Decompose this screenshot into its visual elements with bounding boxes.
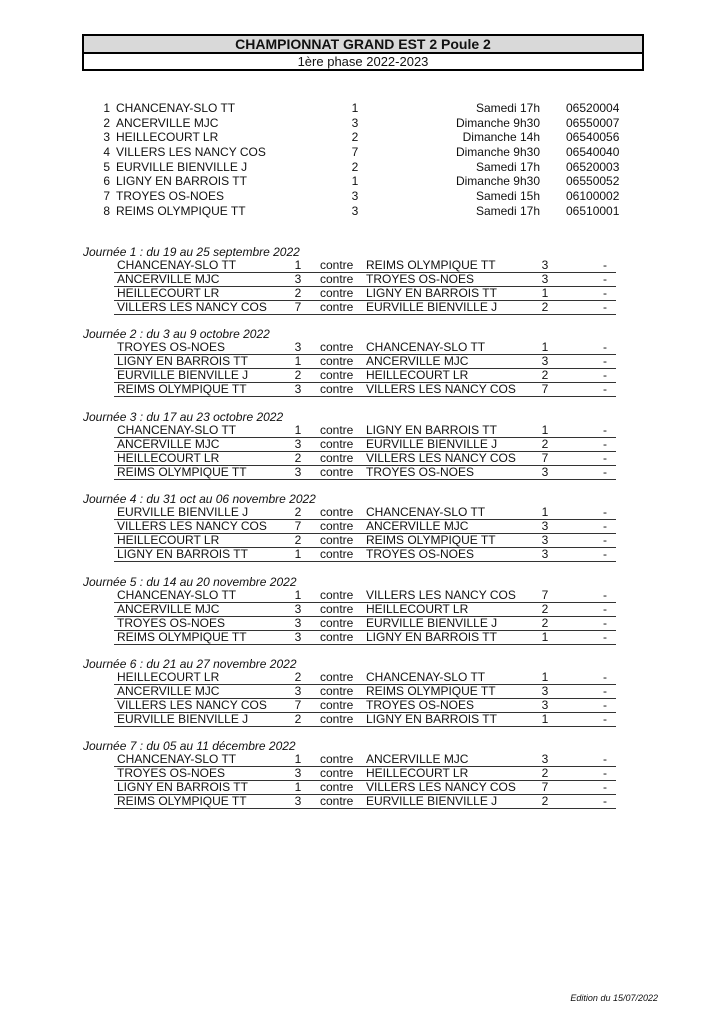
- away-group: 3: [541, 547, 549, 562]
- match-result: -: [603, 382, 607, 397]
- team-row: [0, 116, 724, 131]
- match-result: -: [603, 711, 607, 726]
- team-code: 06100002: [566, 189, 620, 204]
- versus-label: contre: [320, 683, 354, 698]
- home-team: CHANCENAY-SLO TT: [117, 422, 237, 437]
- home-team: VILLERS LES NANCY COS: [117, 300, 267, 314]
- versus-label: contre: [320, 615, 354, 630]
- versus-label: contre: [320, 766, 354, 781]
- versus-label: contre: [320, 629, 354, 644]
- home-group: 3: [294, 615, 302, 630]
- match-result: -: [603, 258, 607, 272]
- away-group: 7: [541, 587, 549, 602]
- away-team: REIMS OLYMPIQUE TT: [366, 533, 496, 548]
- team-name: VILLERS LES NANCY COS: [116, 145, 266, 160]
- versus-label: contre: [320, 601, 354, 616]
- away-team: LIGNY EN BARROIS TT: [366, 286, 497, 300]
- home-group: 1: [294, 547, 302, 562]
- home-team: HEILLECOURT LR: [117, 450, 220, 465]
- team-schedule: Samedi 17h: [475, 101, 540, 115]
- home-team: EURVILLE BIENVILLE J: [117, 711, 249, 726]
- home-group: 1: [294, 422, 302, 437]
- away-team: REIMS OLYMPIQUE TT: [366, 683, 496, 698]
- away-group: 3: [541, 533, 549, 548]
- match-row: [0, 520, 724, 534]
- home-group: 7: [294, 519, 302, 534]
- home-group: 1: [294, 354, 302, 369]
- team-group: 1: [351, 174, 359, 189]
- home-group: 3: [294, 794, 302, 809]
- match-result: -: [603, 615, 607, 630]
- away-group: 1: [541, 422, 549, 437]
- versus-label: contre: [320, 450, 354, 465]
- match-result: -: [603, 669, 607, 684]
- away-team: EURVILLE BIENVILLE J: [366, 300, 498, 314]
- team-row: [0, 145, 724, 160]
- team-code: 06550052: [566, 174, 620, 189]
- away-team: EURVILLE BIENVILLE J: [366, 615, 498, 630]
- team-row: [0, 101, 724, 116]
- match-result: -: [603, 547, 607, 562]
- away-team: ANCERVILLE MJC: [366, 354, 469, 369]
- away-team: VILLERS LES NANCY COS: [366, 382, 516, 397]
- versus-label: contre: [320, 286, 354, 300]
- versus-label: contre: [320, 547, 354, 562]
- home-team: LIGNY EN BARROIS TT: [117, 780, 248, 795]
- away-team: EURVILLE BIENVILLE J: [366, 794, 498, 809]
- away-group: 1: [541, 711, 549, 726]
- match-row: [0, 767, 724, 781]
- round-block: [0, 492, 724, 562]
- away-group: 3: [541, 354, 549, 369]
- away-group: 2: [541, 368, 549, 383]
- versus-label: contre: [320, 780, 354, 795]
- match-result: -: [603, 272, 607, 286]
- match-row: [0, 589, 724, 603]
- home-team: VILLERS LES NANCY COS: [117, 697, 267, 712]
- away-group: 1: [541, 286, 549, 300]
- versus-label: contre: [320, 519, 354, 534]
- away-group: 7: [541, 780, 549, 795]
- match-result: -: [603, 697, 607, 712]
- versus-label: contre: [320, 300, 354, 314]
- versus-label: contre: [320, 382, 354, 397]
- team-row: [0, 189, 724, 204]
- home-group: 2: [294, 450, 302, 465]
- home-team: CHANCENAY-SLO TT: [117, 587, 237, 602]
- away-team: VILLERS LES NANCY COS: [366, 780, 516, 795]
- match-row: [0, 617, 724, 631]
- match-row: [0, 273, 724, 287]
- team-name: LIGNY EN BARROIS TT: [116, 174, 247, 189]
- home-group: 1: [294, 752, 302, 767]
- home-group: 3: [294, 340, 302, 355]
- round-block: [0, 657, 724, 727]
- match-row: [0, 685, 724, 699]
- team-code: 06540040: [566, 145, 620, 160]
- team-schedule: Samedi 15h: [475, 189, 540, 204]
- home-group: 3: [294, 436, 302, 451]
- round-block: [0, 410, 724, 480]
- away-group: 3: [541, 683, 549, 698]
- home-team: EURVILLE BIENVILLE J: [117, 368, 249, 383]
- match-row: [0, 795, 724, 809]
- match-row: [0, 466, 724, 480]
- away-team: LIGNY EN BARROIS TT: [366, 422, 497, 437]
- match-row: [0, 259, 724, 273]
- versus-label: contre: [320, 587, 354, 602]
- away-team: HEILLECOURT LR: [366, 368, 469, 383]
- team-number: 1: [103, 101, 110, 115]
- home-team: LIGNY EN BARROIS TT: [117, 547, 248, 562]
- match-row: [0, 287, 724, 301]
- away-team: CHANCENAY-SLO TT: [366, 669, 486, 684]
- match-result: -: [603, 340, 607, 355]
- home-team: REIMS OLYMPIQUE TT: [117, 629, 247, 644]
- team-group: 2: [351, 130, 359, 145]
- match-row: [0, 301, 724, 315]
- away-group: 3: [541, 752, 549, 767]
- team-row: [0, 174, 724, 189]
- home-team: CHANCENAY-SLO TT: [117, 752, 237, 767]
- team-name: ANCERVILLE MJC: [116, 115, 219, 130]
- away-group: 2: [541, 601, 549, 616]
- team-code: 06540056: [566, 130, 620, 145]
- match-row: [0, 369, 724, 383]
- match-row: [0, 753, 724, 767]
- away-group: 2: [541, 436, 549, 451]
- match-result: -: [603, 286, 607, 300]
- team-schedule: Samedi 17h: [475, 159, 540, 174]
- team-code: 06520003: [566, 159, 620, 174]
- edition-date: Edition du 15/07/2022: [570, 993, 658, 1003]
- home-team: HEILLECOURT LR: [117, 286, 220, 300]
- home-group: 3: [294, 601, 302, 616]
- round-block: [0, 245, 724, 315]
- team-group: 2: [351, 159, 359, 174]
- round-title: Journée 1 : du 19 au 25 septembre 2022: [83, 245, 300, 259]
- match-row: [0, 355, 724, 369]
- home-team: HEILLECOURT LR: [117, 533, 220, 548]
- home-group: 3: [294, 683, 302, 698]
- team-group: 3: [351, 189, 359, 204]
- match-result: -: [603, 601, 607, 616]
- away-group: 1: [541, 629, 549, 644]
- home-team: HEILLECOURT LR: [117, 669, 220, 684]
- match-result: -: [603, 519, 607, 534]
- team-group: 3: [351, 203, 359, 218]
- title-box: [82, 34, 644, 71]
- match-row: [0, 341, 724, 355]
- team-schedule: Dimanche 9h30: [455, 145, 540, 160]
- match-result: -: [603, 464, 607, 479]
- home-group: 2: [294, 368, 302, 383]
- home-group: 1: [294, 258, 302, 272]
- team-number: 6: [103, 174, 110, 189]
- home-group: 7: [294, 697, 302, 712]
- home-group: 2: [294, 533, 302, 548]
- match-row: [0, 548, 724, 562]
- versus-label: contre: [320, 422, 354, 437]
- away-team: ANCERVILLE MJC: [366, 752, 469, 767]
- team-group: 3: [351, 115, 359, 130]
- match-result: -: [603, 450, 607, 465]
- match-row: [0, 438, 724, 452]
- away-group: 2: [541, 766, 549, 781]
- away-group: 2: [541, 794, 549, 809]
- away-team: HEILLECOURT LR: [366, 766, 469, 781]
- away-team: TROYES OS-NOES: [366, 547, 475, 562]
- versus-label: contre: [320, 272, 354, 286]
- round-title: Journée 2 : du 3 au 9 octobre 2022: [83, 327, 270, 342]
- round-title: Journée 7 : du 05 au 11 décembre 2022: [83, 739, 296, 754]
- away-group: 3: [541, 519, 549, 534]
- match-result: -: [603, 533, 607, 548]
- teams-list: [0, 101, 724, 219]
- away-group: 1: [541, 340, 549, 355]
- team-code: 06520004: [566, 101, 620, 115]
- away-group: 1: [541, 669, 549, 684]
- team-row: [0, 160, 724, 175]
- team-number: 7: [103, 189, 110, 204]
- match-result: -: [603, 780, 607, 795]
- team-name: REIMS OLYMPIQUE TT: [116, 203, 246, 218]
- away-group: 2: [541, 615, 549, 630]
- round-title: Journée 6 : du 21 au 27 novembre 2022: [83, 656, 297, 671]
- team-number: 2: [103, 115, 110, 130]
- round-title: Journée 5 : du 14 au 20 novembre 2022: [83, 574, 297, 589]
- match-row: [0, 534, 724, 548]
- round-title: Journée 3 : du 17 au 23 octobre 2022: [83, 409, 284, 424]
- versus-label: contre: [320, 354, 354, 369]
- match-result: -: [603, 794, 607, 809]
- home-team: TROYES OS-NOES: [117, 615, 226, 630]
- match-result: -: [603, 422, 607, 437]
- home-team: ANCERVILLE MJC: [117, 683, 220, 698]
- match-row: [0, 631, 724, 645]
- away-team: ANCERVILLE MJC: [366, 519, 469, 534]
- versus-label: contre: [320, 258, 354, 272]
- team-schedule: Dimanche 9h30: [455, 174, 540, 189]
- versus-label: contre: [320, 505, 354, 520]
- home-group: 3: [294, 464, 302, 479]
- match-result: -: [603, 354, 607, 369]
- away-team: LIGNY EN BARROIS TT: [366, 629, 497, 644]
- home-team: REIMS OLYMPIQUE TT: [117, 382, 247, 397]
- round-title: Journée 4 : du 31 oct au 06 novembre 2022: [83, 492, 316, 507]
- team-group: 7: [351, 145, 359, 160]
- home-team: REIMS OLYMPIQUE TT: [117, 464, 247, 479]
- home-team: CHANCENAY-SLO TT: [117, 258, 237, 272]
- away-group: 1: [541, 505, 549, 520]
- home-team: EURVILLE BIENVILLE J: [117, 505, 249, 520]
- versus-label: contre: [320, 794, 354, 809]
- home-group: 2: [294, 505, 302, 520]
- match-row: [0, 671, 724, 685]
- away-team: HEILLECOURT LR: [366, 601, 469, 616]
- team-schedule: Dimanche 14h: [462, 130, 540, 145]
- team-number: 3: [103, 130, 110, 145]
- home-team: TROYES OS-NOES: [117, 766, 226, 781]
- team-name: TROYES OS-NOES: [116, 189, 225, 204]
- home-team: VILLERS LES NANCY COS: [117, 519, 267, 534]
- away-team: REIMS OLYMPIQUE TT: [366, 258, 496, 272]
- match-result: -: [603, 368, 607, 383]
- match-result: -: [603, 300, 607, 314]
- away-group: 3: [541, 272, 549, 286]
- versus-label: contre: [320, 533, 354, 548]
- match-result: -: [603, 752, 607, 767]
- team-schedule: Samedi 17h: [475, 203, 540, 218]
- page-subtitle: 1ère phase 2022-2023: [297, 54, 429, 69]
- team-name: EURVILLE BIENVILLE J: [116, 159, 248, 174]
- home-group: 3: [294, 272, 302, 286]
- home-team: LIGNY EN BARROIS TT: [117, 354, 248, 369]
- match-row: [0, 781, 724, 795]
- match-row: [0, 713, 724, 727]
- team-row: [0, 130, 724, 145]
- match-row: [0, 603, 724, 617]
- round-block: [0, 739, 724, 809]
- team-number: 8: [103, 203, 110, 218]
- rounds-schedule: [0, 245, 724, 822]
- versus-label: contre: [320, 697, 354, 712]
- team-name: HEILLECOURT LR: [116, 130, 219, 145]
- versus-label: contre: [320, 368, 354, 383]
- match-result: -: [603, 683, 607, 698]
- away-group: 3: [541, 697, 549, 712]
- home-group: 2: [294, 711, 302, 726]
- home-team: TROYES OS-NOES: [117, 340, 226, 355]
- home-team: REIMS OLYMPIQUE TT: [117, 794, 247, 809]
- home-group: 3: [294, 766, 302, 781]
- away-team: LIGNY EN BARROIS TT: [366, 711, 497, 726]
- home-team: ANCERVILLE MJC: [117, 272, 220, 286]
- away-team: CHANCENAY-SLO TT: [366, 505, 486, 520]
- home-group: 3: [294, 382, 302, 397]
- away-team: CHANCENAY-SLO TT: [366, 340, 486, 355]
- away-team: TROYES OS-NOES: [366, 272, 475, 286]
- versus-label: contre: [320, 340, 354, 355]
- round-block: [0, 327, 724, 397]
- match-row: [0, 506, 724, 520]
- page-title: CHAMPIONNAT GRAND EST 2 Poule 2: [84, 36, 642, 54]
- match-result: -: [603, 766, 607, 781]
- team-schedule: Dimanche 9h30: [455, 115, 540, 130]
- home-group: 2: [294, 286, 302, 300]
- away-team: TROYES OS-NOES: [366, 464, 475, 479]
- match-result: -: [603, 505, 607, 520]
- match-row: [0, 383, 724, 397]
- versus-label: contre: [320, 464, 354, 479]
- versus-label: contre: [320, 752, 354, 767]
- away-team: VILLERS LES NANCY COS: [366, 450, 516, 465]
- away-team: EURVILLE BIENVILLE J: [366, 436, 498, 451]
- team-number: 4: [103, 145, 110, 160]
- home-team: ANCERVILLE MJC: [117, 601, 220, 616]
- match-row: [0, 699, 724, 713]
- away-group: 3: [541, 464, 549, 479]
- home-group: 2: [294, 669, 302, 684]
- round-block: [0, 575, 724, 645]
- match-result: -: [603, 629, 607, 644]
- team-group: 1: [351, 101, 359, 115]
- team-code: 06550007: [566, 115, 620, 130]
- team-number: 5: [103, 159, 110, 174]
- home-group: 7: [294, 300, 302, 314]
- away-team: VILLERS LES NANCY COS: [366, 587, 516, 602]
- away-group: 7: [541, 382, 549, 397]
- versus-label: contre: [320, 669, 354, 684]
- away-group: 7: [541, 450, 549, 465]
- home-group: 3: [294, 629, 302, 644]
- match-row: [0, 424, 724, 438]
- home-group: 1: [294, 780, 302, 795]
- match-result: -: [603, 436, 607, 451]
- match-row: [0, 452, 724, 466]
- home-group: 1: [294, 587, 302, 602]
- away-group: 2: [541, 300, 549, 314]
- match-result: -: [603, 587, 607, 602]
- away-team: TROYES OS-NOES: [366, 697, 475, 712]
- team-code: 06510001: [566, 203, 620, 218]
- home-team: ANCERVILLE MJC: [117, 436, 220, 451]
- team-name: CHANCENAY-SLO TT: [116, 101, 236, 115]
- away-group: 3: [541, 258, 549, 272]
- versus-label: contre: [320, 711, 354, 726]
- versus-label: contre: [320, 436, 354, 451]
- team-row: [0, 204, 724, 219]
